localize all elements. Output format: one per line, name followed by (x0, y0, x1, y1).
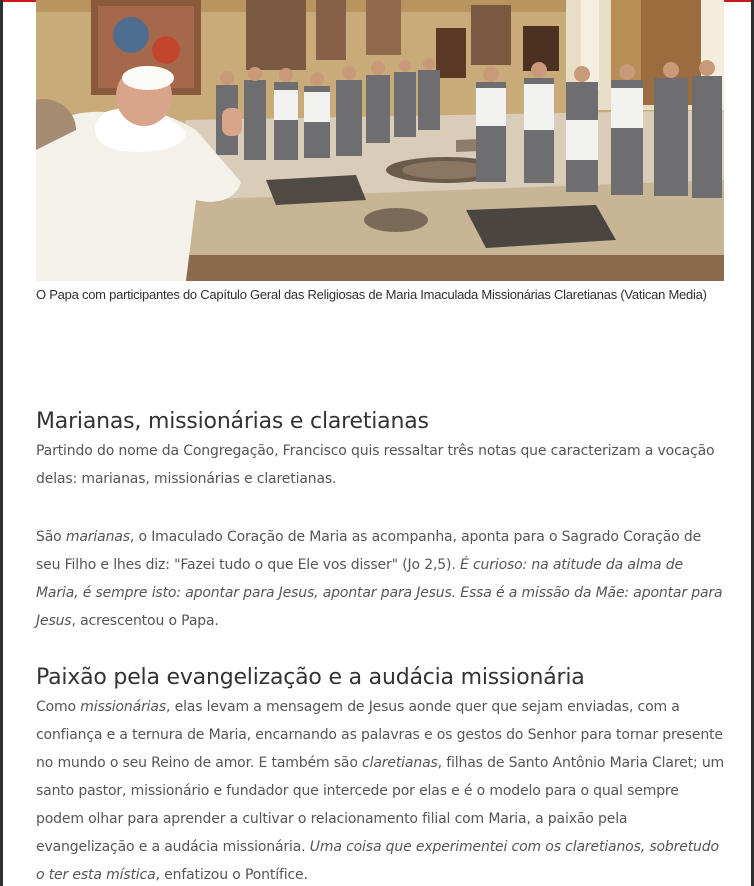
text-run: , acrescentou o Papa. (71, 613, 219, 629)
section-2-paragraph-1 (36, 693, 726, 886)
photo-caption: O Papa com participantes do Capítulo Geral das Religiosas de Maria Imaculada Missionárias Claretianas (Vatican Media) (36, 287, 707, 302)
emphasis-claretianas: claretianas (362, 755, 438, 771)
text-run: , o Imaculado Coração de Maria as acompanha, aponta para o Sagrado Coração de seu Filho e lhes diz: "Fazei tudo o que Ele vos disser" (Jo 2,5). (36, 529, 702, 573)
text-run: , enfatizou o Pontífice. (155, 867, 308, 883)
article-photo[interactable] (36, 0, 724, 281)
emphasis-missionarias: missionárias (80, 699, 166, 715)
section-heading-marianas: Marianas, missionárias e claretianas (36, 409, 429, 434)
section-1-paragraph-1: Partindo do nome da Congregação, Francisco quis ressaltar três notas que caracterizam a vocação delas: marianas, missionárias e claretianas. (36, 443, 715, 487)
text-run: , elas levam a mensagem de Jesus aonde quer que sejam enviadas, com a confiança e a ternura de Maria, encarnando as palavras e os gestos do Senhor para tornar presente no mundo o seu Reino de amor. E também são (36, 699, 723, 771)
section-heading-evangelizacao: Paixão pela evangelização e a audácia missionária (36, 665, 585, 690)
section-1-paragraph-2 (36, 523, 726, 635)
emphasis-quote: Uma coisa que experimentei com os claretianos, sobretudo o ter esta mística (36, 839, 719, 883)
text-run: São (36, 529, 66, 545)
text-run: , filhas de Santo Antônio Maria Claret; um santo pastor, missionário e fundador que intercede por elas e é o modelo para o qual sempre podem olhar para aprender a cultivar o relacionamento filial com Maria, a paixão pela evangelização e a audácia missionária. (36, 755, 725, 855)
text-run: Como (36, 699, 81, 715)
emphasis-quote: É curioso: na atitude da alma de Maria, é sempre isto: apontar para Jesus, apontar para Jesus. Essa é a missão da Mãe: apontar para Jesus (36, 557, 723, 629)
photo-illustration (36, 0, 724, 281)
emphasis-marianas: marianas (65, 529, 130, 545)
